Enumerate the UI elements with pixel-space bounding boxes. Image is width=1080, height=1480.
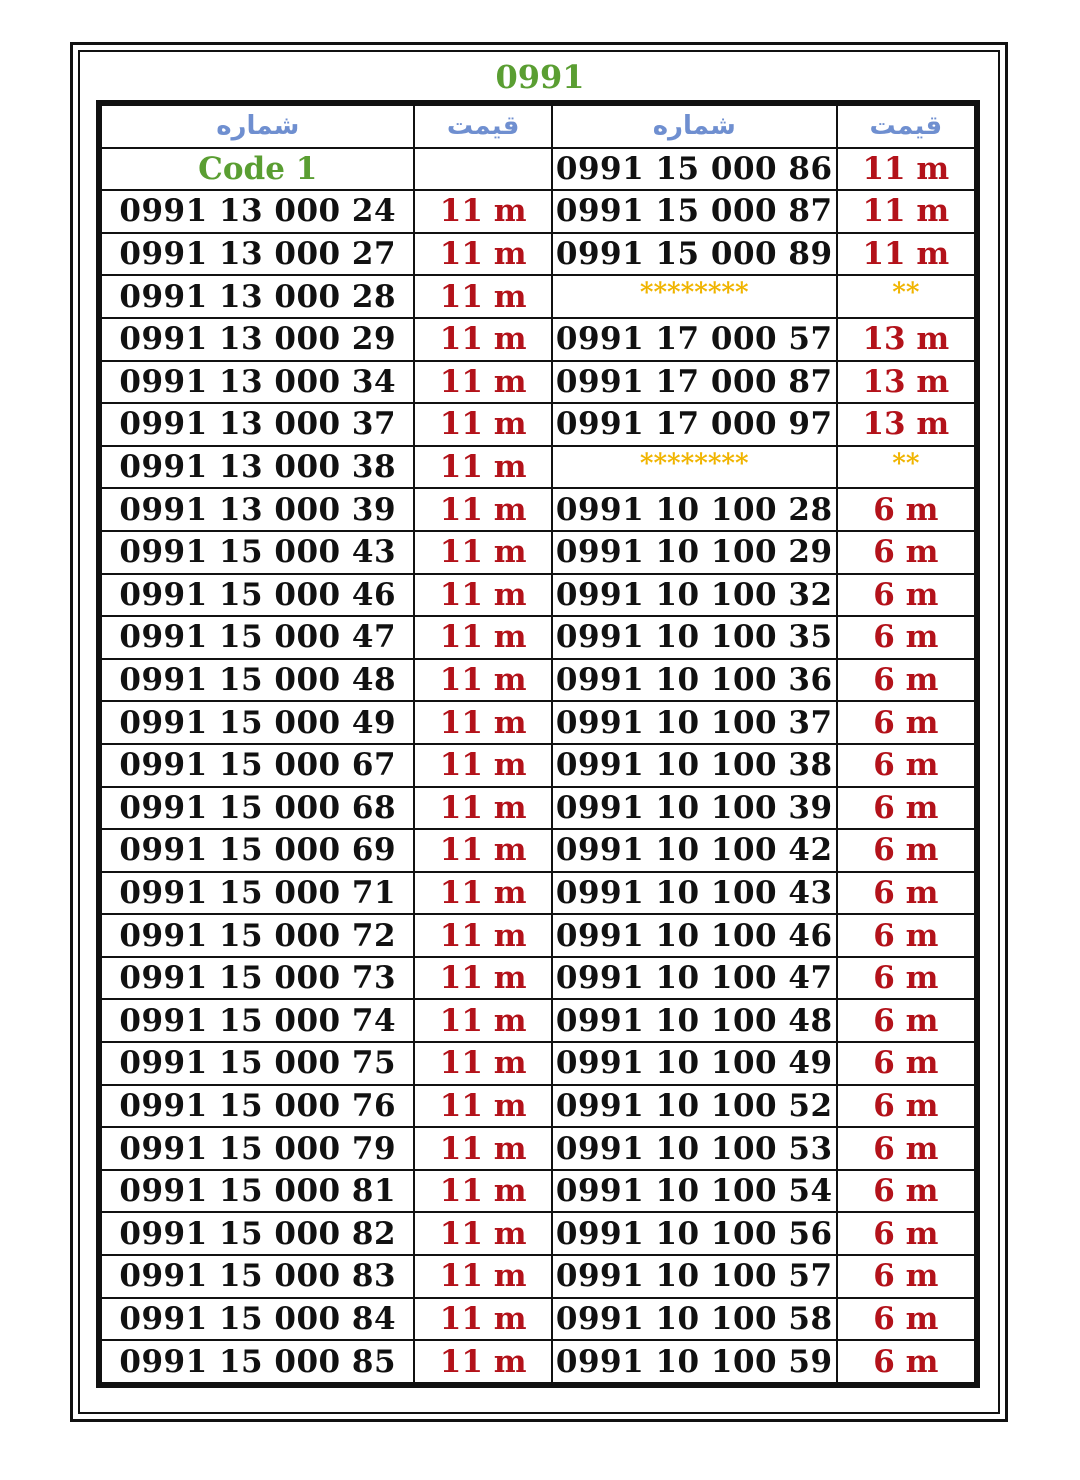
- left-price-cell: 11 m: [414, 574, 551, 617]
- right-number-cell: 0991 10 100 42: [552, 829, 837, 872]
- table-row: [101, 190, 975, 233]
- right-number-cell: 0991 17 000 97: [552, 403, 837, 446]
- right-price-cell: 6 m: [837, 659, 975, 702]
- table-row: [101, 744, 975, 787]
- table-row: [101, 1212, 975, 1255]
- left-price-cell: 11 m: [414, 446, 551, 489]
- left-price-cell: 11 m: [414, 872, 551, 915]
- right-number-cell: 0991 15 000 87: [552, 190, 837, 233]
- right-price-cell: 6 m: [837, 616, 975, 659]
- right-price-cell: 6 m: [837, 1212, 975, 1255]
- left-price-cell: 11 m: [414, 1085, 551, 1128]
- table-row: [101, 659, 975, 702]
- right-price-cell: 6 m: [837, 1170, 975, 1213]
- right-number-cell: 0991 10 100 37: [552, 701, 837, 744]
- left-number-cell: 0991 13 000 24: [101, 190, 414, 233]
- left-number-cell: 0991 15 000 69: [101, 829, 414, 872]
- left-number-cell: 0991 15 000 74: [101, 999, 414, 1042]
- right-price-cell: 6 m: [837, 829, 975, 872]
- table-row: [101, 787, 975, 830]
- table-row: [101, 616, 975, 659]
- left-price-cell: 11 m: [414, 403, 551, 446]
- right-price-cell: 13 m: [837, 361, 975, 404]
- right-number-cell: ********: [552, 275, 837, 318]
- header-price-left: قيمت: [414, 105, 551, 148]
- right-number-cell: 0991 10 100 28: [552, 488, 837, 531]
- right-price-cell: 6 m: [837, 574, 975, 617]
- left-number-cell: 0991 13 000 39: [101, 488, 414, 531]
- left-number-cell: 0991 13 000 37: [101, 403, 414, 446]
- header-row: [101, 105, 975, 148]
- right-price-cell: 6 m: [837, 957, 975, 1000]
- right-number-cell: 0991 15 000 89: [552, 233, 837, 276]
- left-price-cell: 11 m: [414, 914, 551, 957]
- right-price-cell: 6 m: [837, 1127, 975, 1170]
- left-price-cell: 11 m: [414, 744, 551, 787]
- table-row: [101, 829, 975, 872]
- right-number-cell: 0991 17 000 87: [552, 361, 837, 404]
- table-row: [101, 1085, 975, 1128]
- left-number-cell: 0991 15 000 43: [101, 531, 414, 574]
- table-row: [101, 1042, 975, 1085]
- left-price-cell: 11 m: [414, 318, 551, 361]
- left-number-cell: 0991 15 000 85: [101, 1340, 414, 1383]
- left-number-cell: 0991 15 000 68: [101, 787, 414, 830]
- right-number-cell: 0991 10 100 56: [552, 1212, 837, 1255]
- right-number-cell: 0991 10 100 48: [552, 999, 837, 1042]
- right-price-cell: 6 m: [837, 488, 975, 531]
- table-row: [101, 446, 975, 489]
- table-row: [101, 403, 975, 446]
- table-row: [101, 1127, 975, 1170]
- left-number-cell: 0991 15 000 71: [101, 872, 414, 915]
- left-price-cell: 11 m: [414, 1298, 551, 1341]
- left-price-cell: [414, 148, 551, 191]
- left-number-cell: 0991 15 000 81: [101, 1170, 414, 1213]
- right-number-cell: 0991 10 100 53: [552, 1127, 837, 1170]
- left-number-cell: 0991 15 000 46: [101, 574, 414, 617]
- left-price-cell: 11 m: [414, 233, 551, 276]
- table-row: [101, 233, 975, 276]
- table-row: [101, 574, 975, 617]
- left-price-cell: 11 m: [414, 531, 551, 574]
- left-price-cell: 11 m: [414, 787, 551, 830]
- table-row: [101, 1298, 975, 1341]
- right-price-cell: 11 m: [837, 233, 975, 276]
- right-number-cell: 0991 10 100 38: [552, 744, 837, 787]
- left-price-cell: 11 m: [414, 488, 551, 531]
- right-number-cell: 0991 10 100 36: [552, 659, 837, 702]
- right-price-cell: 6 m: [837, 1042, 975, 1085]
- left-number-cell: 0991 13 000 29: [101, 318, 414, 361]
- header-number-right: شماره: [552, 105, 837, 148]
- right-number-cell: ********: [552, 446, 837, 489]
- right-number-cell: 0991 10 100 29: [552, 531, 837, 574]
- left-price-cell: 11 m: [414, 1212, 551, 1255]
- left-number-cell: 0991 15 000 47: [101, 616, 414, 659]
- left-number-cell: 0991 15 000 49: [101, 701, 414, 744]
- right-price-cell: 6 m: [837, 872, 975, 915]
- left-number-cell: 0991 15 000 48: [101, 659, 414, 702]
- table-row: [101, 488, 975, 531]
- left-number-cell: 0991 13 000 27: [101, 233, 414, 276]
- right-price-cell: 6 m: [837, 1298, 975, 1341]
- right-price-cell: 6 m: [837, 701, 975, 744]
- left-number-cell: 0991 15 000 79: [101, 1127, 414, 1170]
- right-price-cell: 6 m: [837, 531, 975, 574]
- right-number-cell: 0991 10 100 43: [552, 872, 837, 915]
- left-number-cell: 0991 15 000 73: [101, 957, 414, 1000]
- left-price-cell: 11 m: [414, 957, 551, 1000]
- header-number-left: شماره: [101, 105, 414, 148]
- left-number-cell: 0991 13 000 28: [101, 275, 414, 318]
- right-price-cell: 13 m: [837, 318, 975, 361]
- left-price-cell: 11 m: [414, 1340, 551, 1383]
- table-row: [101, 1340, 975, 1383]
- left-number-cell: 0991 15 000 76: [101, 1085, 414, 1128]
- right-number-cell: 0991 17 000 57: [552, 318, 837, 361]
- right-number-cell: 0991 10 100 58: [552, 1298, 837, 1341]
- left-price-cell: 11 m: [414, 999, 551, 1042]
- table-row: [101, 531, 975, 574]
- price-table-wrapper: [96, 100, 980, 1388]
- left-number-cell: 0991 13 000 38: [101, 446, 414, 489]
- left-number-cell: 0991 13 000 34: [101, 361, 414, 404]
- right-price-cell: 6 m: [837, 744, 975, 787]
- left-price-cell: 11 m: [414, 190, 551, 233]
- page-title: 0991: [495, 58, 585, 96]
- left-price-cell: 11 m: [414, 659, 551, 702]
- left-number-cell: 0991 15 000 75: [101, 1042, 414, 1085]
- left-price-cell: 11 m: [414, 701, 551, 744]
- table-row: [101, 275, 975, 318]
- left-price-cell: 11 m: [414, 1255, 551, 1298]
- right-number-cell: 0991 10 100 46: [552, 914, 837, 957]
- left-price-cell: 11 m: [414, 1042, 551, 1085]
- header-price-right: قيمت: [837, 105, 975, 148]
- left-price-cell: 11 m: [414, 1170, 551, 1213]
- table-row: [101, 701, 975, 744]
- left-number-cell: 0991 15 000 72: [101, 914, 414, 957]
- right-number-cell: 0991 10 100 35: [552, 616, 837, 659]
- left-number-cell: 0991 15 000 84: [101, 1298, 414, 1341]
- right-price-cell: 6 m: [837, 999, 975, 1042]
- price-table: [100, 104, 976, 1384]
- right-price-cell: 6 m: [837, 1340, 975, 1383]
- left-price-cell: 11 m: [414, 361, 551, 404]
- right-number-cell: 0991 15 000 86: [552, 148, 837, 191]
- right-price-cell: 6 m: [837, 1255, 975, 1298]
- right-price-cell: **: [837, 275, 975, 318]
- left-number-cell: 0991 15 000 82: [101, 1212, 414, 1255]
- right-number-cell: 0991 10 100 32: [552, 574, 837, 617]
- right-price-cell: 6 m: [837, 1085, 975, 1128]
- right-price-cell: **: [837, 446, 975, 489]
- right-number-cell: 0991 10 100 59: [552, 1340, 837, 1383]
- table-row: [101, 361, 975, 404]
- left-number-cell: Code 1: [101, 148, 414, 191]
- right-number-cell: 0991 10 100 52: [552, 1085, 837, 1128]
- table-row: [101, 1170, 975, 1213]
- table-row: [101, 1255, 975, 1298]
- left-number-cell: 0991 15 000 67: [101, 744, 414, 787]
- right-number-cell: 0991 10 100 47: [552, 957, 837, 1000]
- right-price-cell: 13 m: [837, 403, 975, 446]
- right-price-cell: 6 m: [837, 787, 975, 830]
- right-number-cell: 0991 10 100 57: [552, 1255, 837, 1298]
- table-row: [101, 872, 975, 915]
- table-row: [101, 148, 975, 191]
- right-price-cell: 6 m: [837, 914, 975, 957]
- table-row: [101, 957, 975, 1000]
- right-price-cell: 11 m: [837, 190, 975, 233]
- left-price-cell: 11 m: [414, 1127, 551, 1170]
- table-row: [101, 318, 975, 361]
- right-price-cell: 11 m: [837, 148, 975, 191]
- table-row: [101, 914, 975, 957]
- right-number-cell: 0991 10 100 49: [552, 1042, 837, 1085]
- left-price-cell: 11 m: [414, 829, 551, 872]
- left-price-cell: 11 m: [414, 616, 551, 659]
- right-number-cell: 0991 10 100 39: [552, 787, 837, 830]
- left-price-cell: 11 m: [414, 275, 551, 318]
- right-number-cell: 0991 10 100 54: [552, 1170, 837, 1213]
- table-row: [101, 999, 975, 1042]
- left-number-cell: 0991 15 000 83: [101, 1255, 414, 1298]
